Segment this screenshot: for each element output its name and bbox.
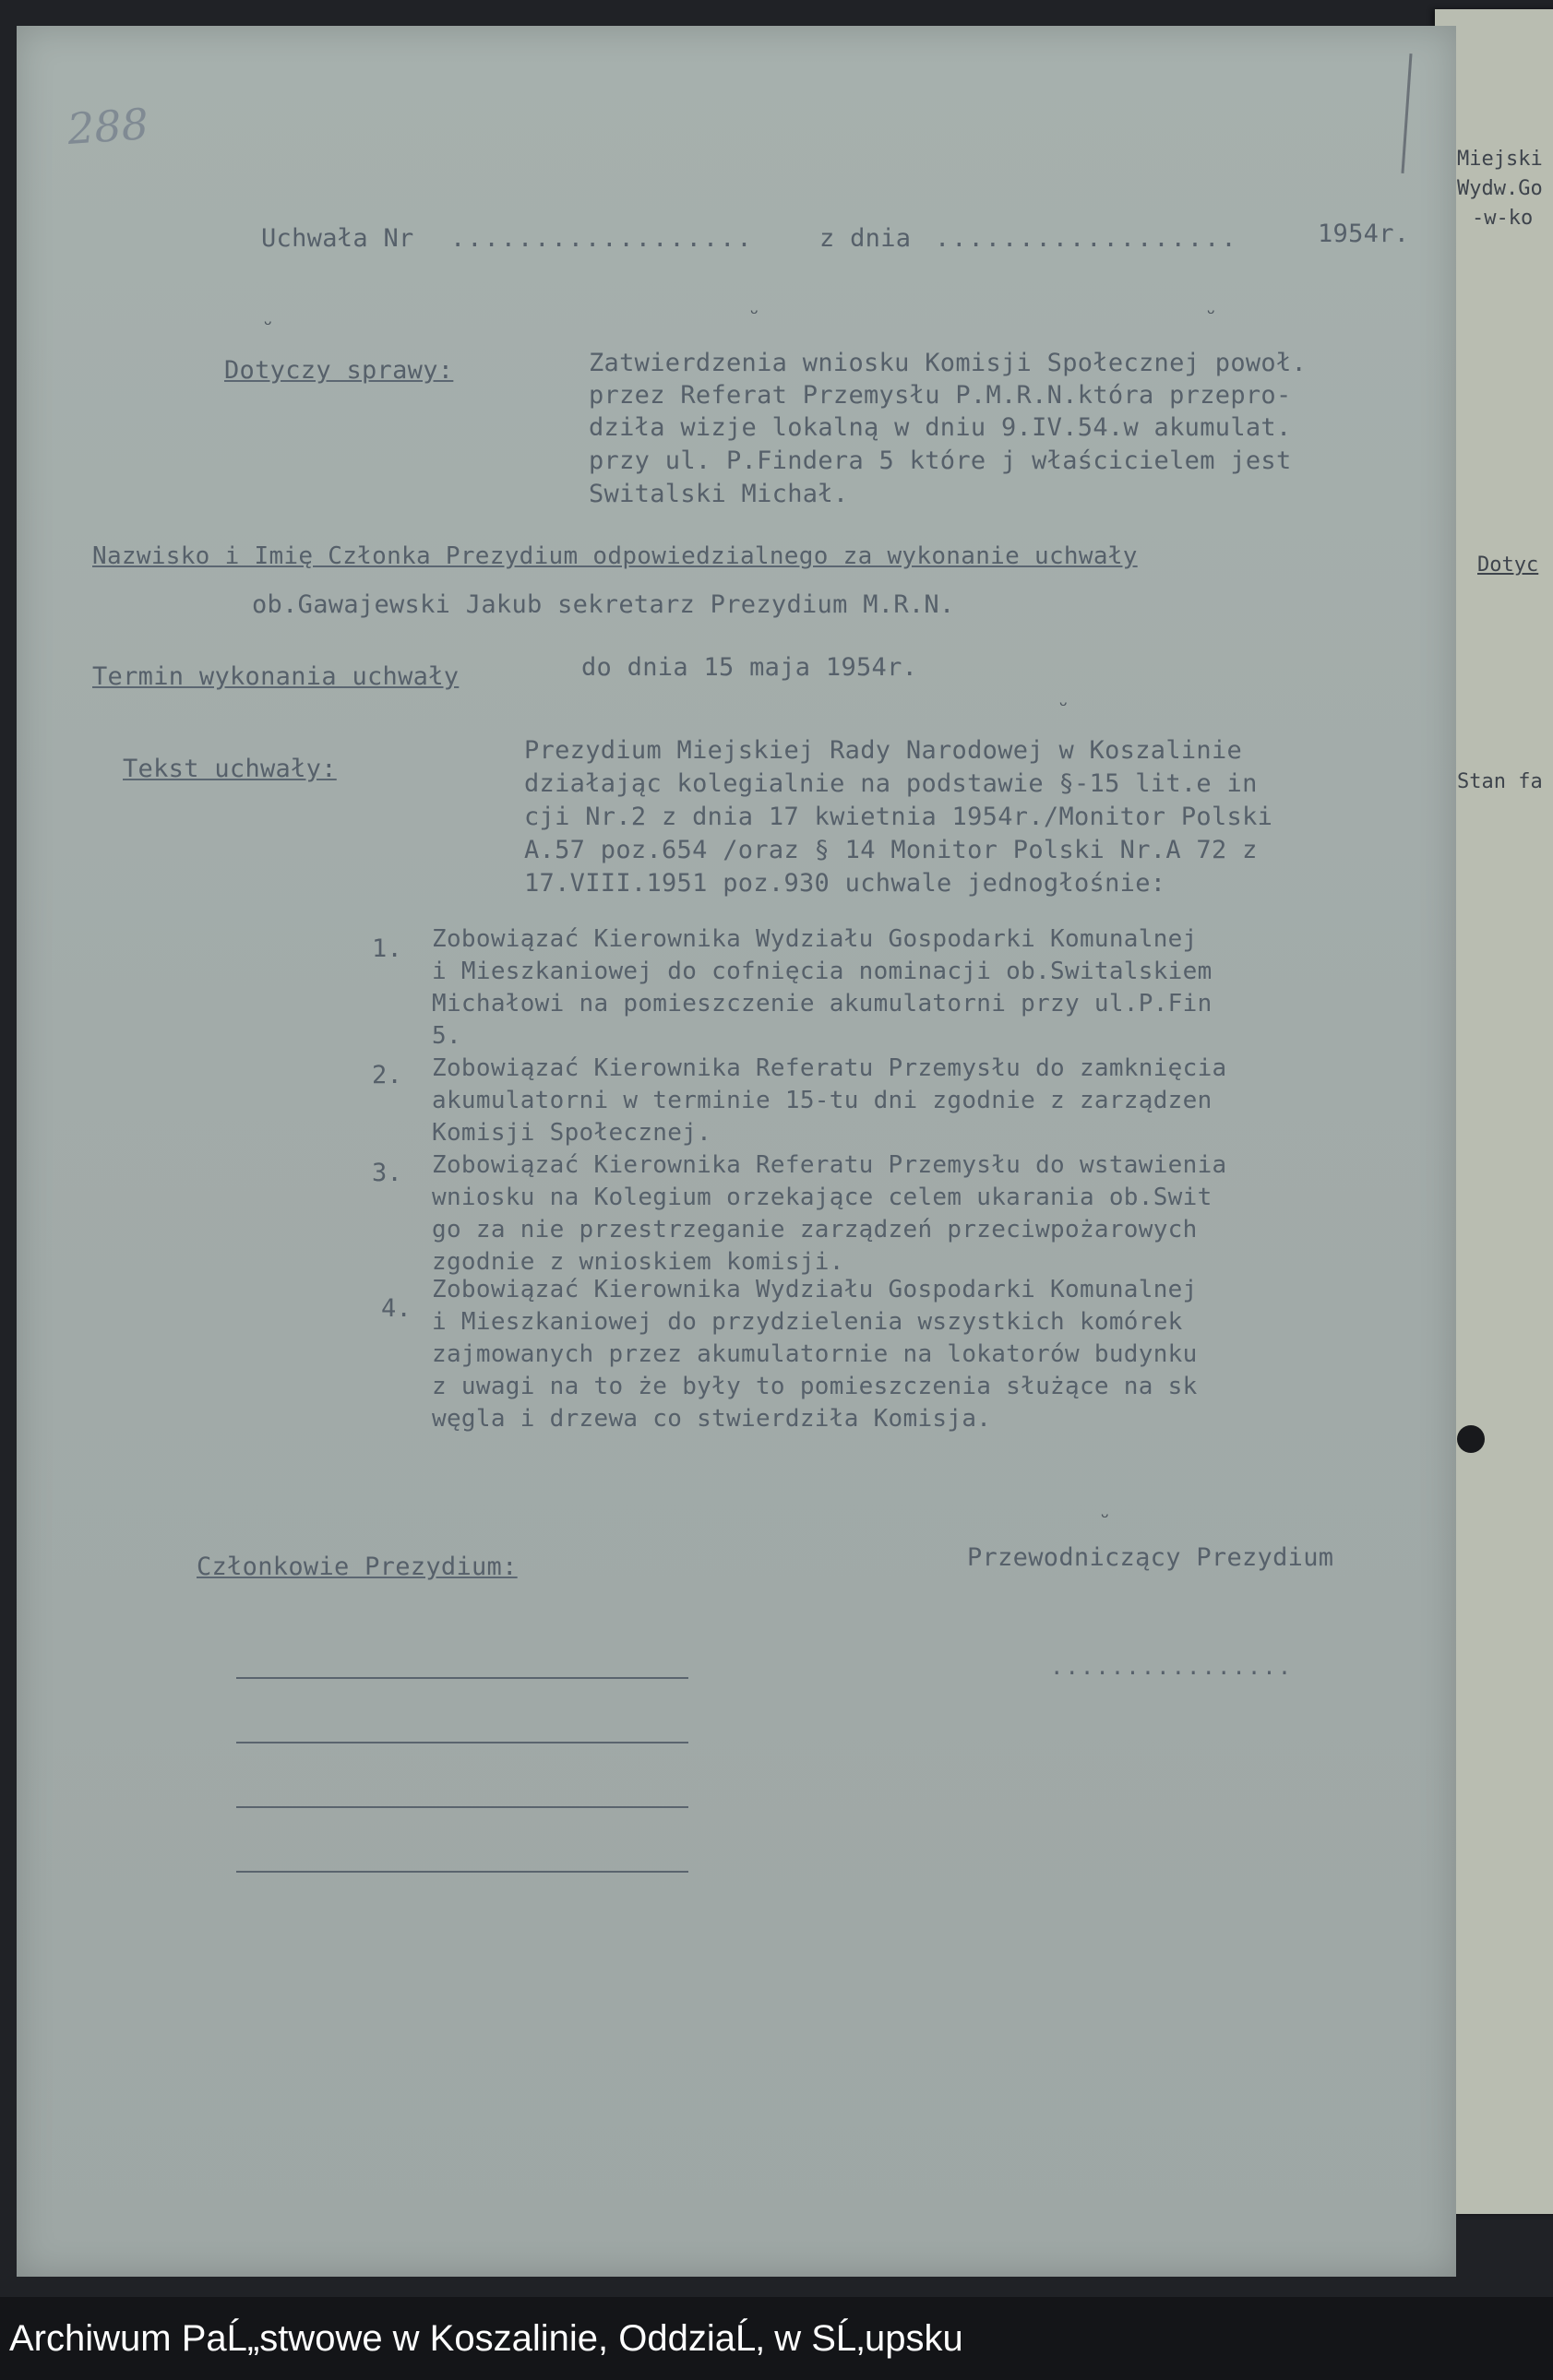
item-1-number: 1. bbox=[372, 934, 403, 963]
responsible-member-label: Nazwisko i Imię Członka Prezydium odpowiedzialnego za wykonanie uchwały bbox=[92, 542, 1138, 570]
accent-mark: ᵕ bbox=[750, 303, 759, 326]
member-signature-line-2 bbox=[236, 1742, 688, 1743]
intro-line-2: działając kolegialnie na podstawie §-15 lit.e in bbox=[524, 769, 1258, 798]
item-1-line-4: 5. bbox=[432, 1022, 461, 1050]
next-page-line-3: -w-ko bbox=[1472, 207, 1534, 230]
item-4-line-2: i Mieszkaniowej do przydzielenia wszystkich komórek bbox=[432, 1308, 1183, 1336]
members-label: Członkowie Prezydium: bbox=[197, 1553, 518, 1581]
item-4-line-1: Zobowiązać Kierownika Wydziału Gospodarki Komunalnej bbox=[432, 1276, 1198, 1303]
item-4-number: 4. bbox=[381, 1294, 412, 1323]
item-2-number: 2. bbox=[372, 1061, 403, 1089]
resolution-year: 1954r. bbox=[1318, 220, 1410, 248]
punch-hole bbox=[1457, 1425, 1485, 1453]
item-4-line-4: z uwagi na to że były to pomieszczenia służące na sk bbox=[432, 1373, 1198, 1400]
deadline-label: Termin wykonania uchwały bbox=[92, 662, 460, 691]
intro-line-4: A.57 poz.654 /oraz § 14 Monitor Polski Nr.A 72 z bbox=[524, 836, 1258, 864]
subject-line-4: przy ul. P.Findera 5 które j właścicielem jest bbox=[589, 446, 1292, 475]
subject-line-1: Zatwierdzenia wniosku Komisji Społecznej powoł. bbox=[589, 349, 1308, 377]
chairman-signature-dots: ................ bbox=[1050, 1654, 1294, 1680]
resolution-text-label: Tekst uchwały: bbox=[123, 755, 337, 783]
item-4-line-5: węgla i drzewa co stwierdziła Komisja. bbox=[432, 1405, 992, 1433]
archive-page-number: 288 bbox=[66, 99, 150, 154]
resolution-number-dots: .................. bbox=[450, 224, 754, 253]
subject-line-5: Switalski Michał. bbox=[589, 480, 849, 508]
resolution-page bbox=[17, 26, 1456, 2277]
chairman-label: Przewodniczący Prezydium bbox=[967, 1543, 1334, 1572]
item-1-line-1: Zobowiązać Kierownika Wydziału Gospodarki Komunalnej bbox=[432, 925, 1198, 953]
deadline-value: do dnia 15 maja 1954r. bbox=[581, 653, 918, 682]
accent-mark: ᵕ bbox=[264, 314, 273, 337]
intro-line-3: cji Nr.2 z dnia 17 kwietnia 1954r./Monitor Polski bbox=[524, 803, 1273, 831]
pencil-mark bbox=[1401, 54, 1412, 173]
responsible-member-value: ob.Gawajewski Jakub sekretarz Prezydium M.R.N. bbox=[252, 590, 955, 619]
subject-line-3: dziła wizje lokalną w dniu 9.IV.54.w akumulat. bbox=[589, 413, 1292, 442]
item-4-line-3: zajmowanych przez akumulatornie na lokatorów budynku bbox=[432, 1340, 1198, 1368]
member-signature-line-4 bbox=[236, 1871, 688, 1873]
next-page-subject: Dotyc bbox=[1477, 553, 1539, 577]
item-3-line-3: go za nie przestrzeganie zarządzeń przeciwpożarowych bbox=[432, 1216, 1198, 1244]
accent-mark: ᵕ bbox=[1101, 1506, 1110, 1529]
accent-mark: ᵕ bbox=[1207, 303, 1216, 326]
next-page-line-2: Wydw.Go bbox=[1457, 177, 1543, 200]
next-page-line-1: Miejski bbox=[1457, 148, 1543, 171]
item-2-line-3: Komisji Społecznej. bbox=[432, 1119, 712, 1147]
item-3-line-2: wniosku na Kolegium orzekające celem ukarania ob.Swit bbox=[432, 1184, 1213, 1211]
item-2-line-1: Zobowiązać Kierownika Referatu Przemysłu do zamknięcia bbox=[432, 1054, 1227, 1082]
accent-mark: ᵕ bbox=[1059, 695, 1069, 718]
item-1-line-2: i Mieszkaniowej do cofnięcia nominacji ob.Switalskiem bbox=[432, 958, 1213, 985]
member-signature-line-3 bbox=[236, 1806, 688, 1808]
item-3-line-4: zgodnie z wnioskiem komisji. bbox=[432, 1248, 844, 1276]
next-page-state: Stan fa bbox=[1457, 770, 1543, 793]
item-2-line-2: akumulatorni w terminie 15-tu dni zgodnie z zarządzen bbox=[432, 1087, 1213, 1114]
item-1-line-3: Michałowi na pomieszczenie akumulatorni przy ul.P.Fin bbox=[432, 990, 1213, 1017]
intro-line-1: Prezydium Miejskiej Rady Narodowej w Koszalinie bbox=[524, 736, 1243, 765]
resolution-date-dots: .................. bbox=[935, 224, 1238, 253]
item-3-number: 3. bbox=[372, 1159, 403, 1187]
item-3-line-1: Zobowiązać Kierownika Referatu Przemysłu do wstawienia bbox=[432, 1151, 1227, 1179]
subject-line-2: przez Referat Przemysłu P.M.R.N.która przepro- bbox=[589, 381, 1292, 410]
resolution-date-label: z dnia bbox=[819, 224, 912, 253]
subject-label: Dotyczy sprawy: bbox=[224, 356, 454, 385]
intro-line-5: 17.VIII.1951 poz.930 uchwale jednogłośnie: bbox=[524, 869, 1166, 898]
member-signature-line-1 bbox=[236, 1677, 688, 1679]
archive-footer: Archiwum PaĹ„stwowe w Koszalinie, OddziaĹ‚ w SĹ‚upsku bbox=[0, 2297, 1553, 2380]
resolution-prefix: Uchwała Nr bbox=[261, 224, 414, 253]
